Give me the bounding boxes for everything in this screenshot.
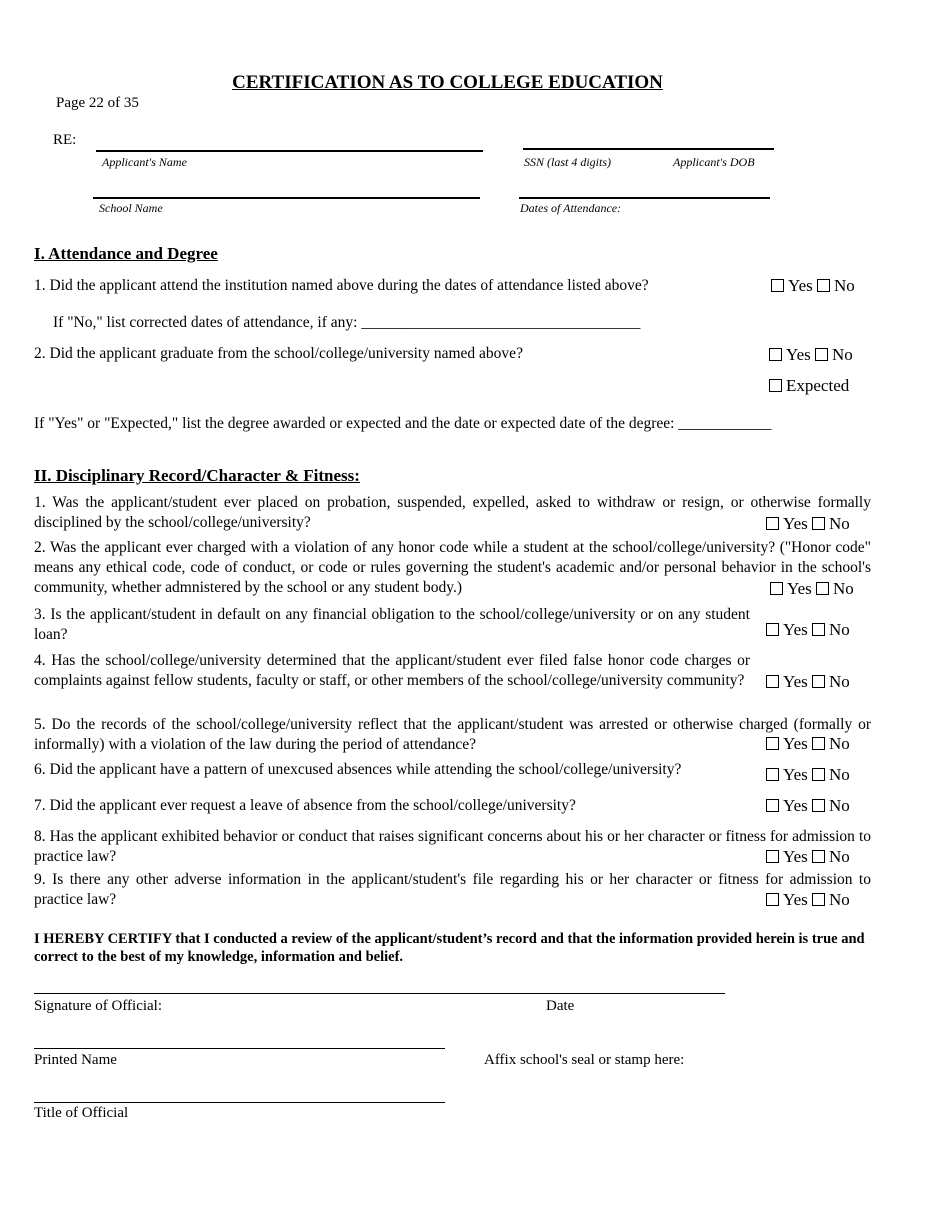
s2-question-9: 9. Is there any other adverse information in the applicant/student's file regarding his or her character or fitness for admission to practice law? — [34, 871, 871, 908]
school-name-line[interactable] — [93, 197, 480, 199]
dates-attendance-caption: Dates of Attendance: — [520, 201, 622, 215]
s1-q1-yes-checkbox[interactable] — [771, 279, 784, 292]
s1-q2-expected-option — [769, 376, 849, 396]
yes-label: Yes — [783, 514, 808, 533]
yes-label: Yes — [788, 276, 813, 295]
s1-question-1: 1. Did the applicant attend the institution named above during the dates of attendance listed above? — [34, 277, 649, 294]
s2-q6-no-checkbox[interactable] — [812, 768, 825, 781]
no-label: No — [829, 514, 850, 533]
printed-name-line[interactable] — [34, 1048, 445, 1049]
section-1-heading: I. Attendance and Degree — [34, 244, 218, 263]
no-label: No — [833, 579, 854, 598]
s2-q5-no-checkbox[interactable] — [812, 737, 825, 750]
s1-q2-no-checkbox[interactable] — [815, 348, 828, 361]
s2-question-2: 2. Was the applicant ever charged with a violation of any honor code while a student at the school/college/university? ("Honor code" means any ethical code, code of conduct, or code or rules governing the student's academic and/or personal behavior in the school's community, whether admnistered by the school or any student body.) — [34, 539, 871, 596]
s1-q1-followup: If "No," list corrected dates of attendance, if any: ____________________________________ — [53, 314, 641, 331]
yes-label: Yes — [783, 734, 808, 753]
s2-question-6: 6. Did the applicant have a pattern of unexcused absences while attending the school/college/university? — [34, 761, 682, 778]
s2-q4-no-checkbox[interactable] — [812, 675, 825, 688]
s2-q8-yes-checkbox[interactable] — [766, 850, 779, 863]
no-label: No — [829, 620, 850, 639]
certification-statement: I HEREBY CERTIFY that I conducted a review of the applicant/student’s record and that the information provided herein is true and correct to the best of my knowledge, information and belief. — [34, 931, 865, 965]
s2-question-7: 7. Did the applicant ever request a leave of absence from the school/college/university? — [34, 797, 576, 814]
s2-q2-yes-checkbox[interactable] — [770, 582, 783, 595]
s1-q2-expected-checkbox[interactable] — [769, 379, 782, 392]
s2-q5-yes-checkbox[interactable] — [766, 737, 779, 750]
title-line[interactable] — [34, 1102, 445, 1103]
dob-caption: Applicant's DOB — [673, 155, 755, 169]
s1-q1-no-checkbox[interactable] — [817, 279, 830, 292]
s2-q8-options — [766, 847, 850, 867]
s2-question-1: 1. Was the applicant/student ever placed on probation, suspended, expelled, asked to withdraw or resign, or otherwise formally disciplined by the school/college/university? — [34, 494, 871, 531]
yes-label: Yes — [783, 672, 808, 691]
s2-q2-no-checkbox[interactable] — [816, 582, 829, 595]
s1-q2-options — [769, 345, 853, 365]
s2-q6-yes-checkbox[interactable] — [766, 768, 779, 781]
s2-q1-options — [766, 514, 850, 534]
form-title: CERTIFICATION AS TO COLLEGE EDUCATION — [232, 72, 663, 93]
expected-label: Expected — [786, 376, 850, 395]
no-label: No — [829, 672, 850, 691]
no-label: No — [829, 890, 850, 909]
s2-q3-yes-checkbox[interactable] — [766, 623, 779, 636]
signature-label: Signature of Official: — [34, 998, 163, 1014]
printed-name-label: Printed Name — [34, 1052, 117, 1068]
s2-q3-options — [766, 620, 850, 640]
degree-line: If "Yes" or "Expected," list the degree awarded or expected and the date or expected date of the degree: ____________ — [34, 415, 772, 432]
seal-label: Affix school's seal or stamp here: — [484, 1052, 685, 1068]
applicant-name-caption: Applicant's Name — [102, 155, 187, 169]
s1-q1-options — [771, 276, 855, 296]
yes-label: Yes — [787, 579, 812, 598]
s2-question-3: 3. Is the applicant/student in default on any financial obligation to the school/college/university or on any student loan? — [34, 606, 750, 643]
ssn-dob-line[interactable] — [523, 148, 774, 150]
no-label: No — [829, 765, 850, 784]
s2-q4-yes-checkbox[interactable] — [766, 675, 779, 688]
s2-q9-options — [766, 890, 850, 910]
s2-q8-no-checkbox[interactable] — [812, 850, 825, 863]
yes-label: Yes — [783, 765, 808, 784]
yes-label: Yes — [783, 847, 808, 866]
re-label: RE: — [53, 132, 77, 148]
s2-question-5: 5. Do the records of the school/college/university reflect that the applicant/student was arrested or otherwise charged (formally or informally) with a violation of the law during the period of attendance? — [34, 716, 871, 753]
no-label: No — [829, 847, 850, 866]
s2-q1-yes-checkbox[interactable] — [766, 517, 779, 530]
s2-q9-no-checkbox[interactable] — [812, 893, 825, 906]
s2-question-4: 4. Has the school/college/university determined that the applicant/student ever filed false honor code charges or complaints against fellow students, faculty or staff, or other members of the school/college/university community? — [34, 652, 750, 689]
no-label: No — [829, 734, 850, 753]
page-number: Page 22 of 35 — [56, 95, 139, 111]
signature-line[interactable] — [34, 993, 725, 994]
s2-q7-options — [766, 796, 850, 816]
section-2-heading: II. Disciplinary Record/Character & Fitness: — [34, 466, 360, 485]
no-label: No — [829, 796, 850, 815]
no-label: No — [832, 345, 853, 364]
s2-q7-yes-checkbox[interactable] — [766, 799, 779, 812]
yes-label: Yes — [786, 345, 811, 364]
no-label: No — [834, 276, 855, 295]
s2-q1-no-checkbox[interactable] — [812, 517, 825, 530]
applicant-name-line[interactable] — [96, 150, 483, 152]
school-name-caption: School Name — [99, 201, 163, 215]
s2-q4-options — [766, 672, 850, 692]
s2-q6-options — [766, 765, 850, 785]
date-label: Date — [546, 998, 575, 1014]
s2-q5-options — [766, 734, 850, 754]
yes-label: Yes — [783, 620, 808, 639]
s2-q7-no-checkbox[interactable] — [812, 799, 825, 812]
dates-attendance-line[interactable] — [519, 197, 770, 199]
title-of-official-label: Title of Official — [34, 1105, 129, 1121]
s2-q9-yes-checkbox[interactable] — [766, 893, 779, 906]
s2-q3-no-checkbox[interactable] — [812, 623, 825, 636]
yes-label: Yes — [783, 796, 808, 815]
s1-question-2: 2. Did the applicant graduate from the school/college/university named above? — [34, 345, 523, 362]
ssn-caption: SSN (last 4 digits) — [524, 155, 612, 169]
yes-label: Yes — [783, 890, 808, 909]
s2-question-8: 8. Has the applicant exhibited behavior or conduct that raises significant concerns about his or her character or fitness for admission to practice law? — [34, 828, 871, 865]
s2-q2-options — [766, 579, 854, 599]
s1-q2-yes-checkbox[interactable] — [769, 348, 782, 361]
